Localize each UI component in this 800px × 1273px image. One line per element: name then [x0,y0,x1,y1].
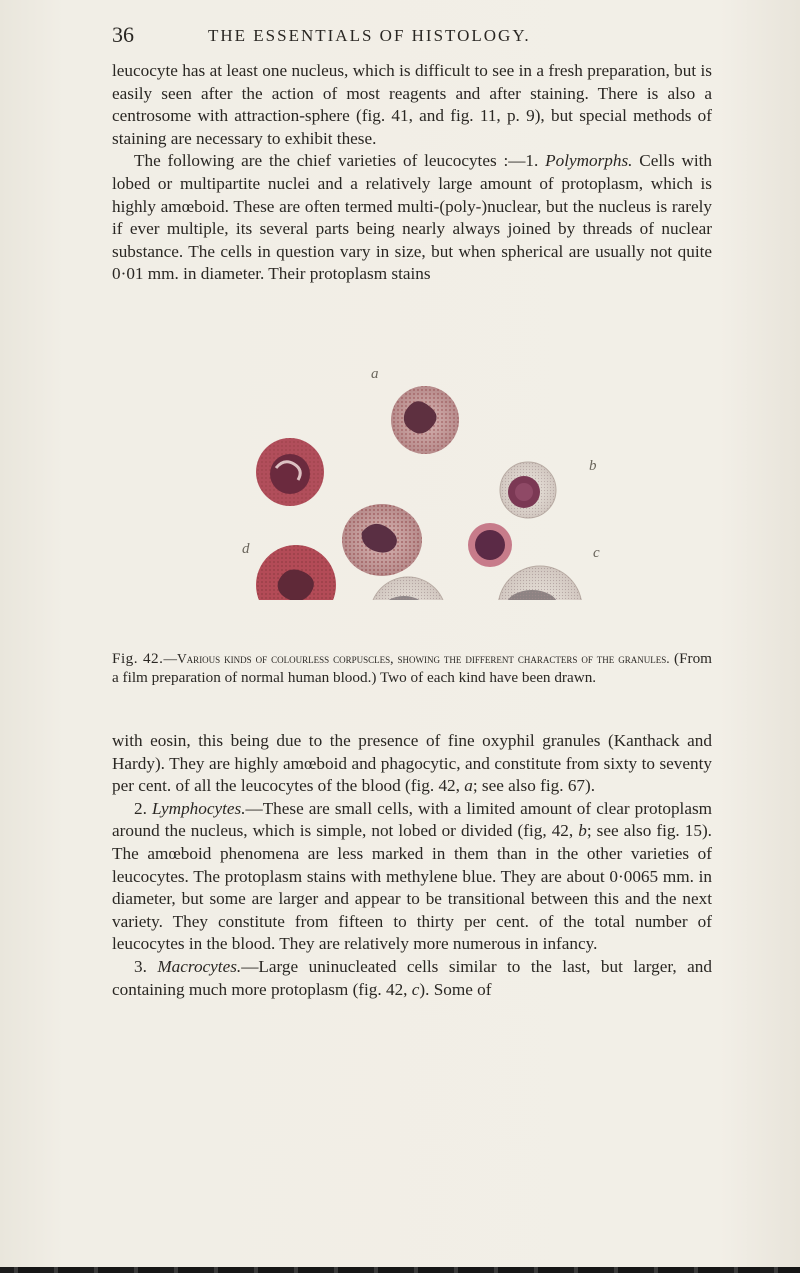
term-polymorphs: Polymorphs. [545,151,633,171]
paragraph-2: The following are the chief varieties of leucocytes :—1. Polymorphs. Cells with lobed or multipartite nuclei and a relatively large amount of protoplasm, which is highly amœboid. These are often termed multi-(poly-)nuclear, but the nucleus is rarely if ever multiple, its several parts being nearly always joined by threads of nuclear substance. The cells in question vary in size, but when spherical are usually not quite 0·01 mm. in diameter. Their protoplasm stains [112,151,712,284]
cell-lymphocyte-left [256,438,324,506]
text-block-bottom [112,730,712,1001]
page-number: 36 [112,22,134,47]
fig-letter-b: b [589,458,597,474]
cell-lymphocyte-right-top [500,462,556,518]
term-macrocytes: Macrocytes. [157,956,242,976]
fig-letter-d: d [242,541,250,557]
paragraph-1: leucocyte has at least one nucleus, which is difficult to see in a fresh preparation, but is easily seen after the action of most reagents and after staining. There is also a centrosome with attraction-sphere (fig. 41, and fig. 11, p. 9), but special methods of staining are necessary to exhibit these. [112,61,712,148]
term-lymphocytes: Lymphocytes. [151,798,246,818]
caption-small-caps: —Various kinds of colourless corpuscles, showing the different characters of the granules. [163,651,670,666]
paragraph-4: 2. Lymphocytes.—These are small cells, with a limited amount of clear protoplasm around the nucleus, which is simple, not lobed or divided (fig, 42, b; see also fig. 15). The amœboid phenomena are less marked in them than in the other varieties of leucocytes. The protoplasm stains with methylene blue. They are about 0·0065 mm. in diameter, but some are larger and appear to be transitional between this and the next variety. They constitute from fifteen to thirty per cent. of the total number of leucocytes in the blood. They are relatively more numerous in infancy. [112,798,713,954]
scan-edge-strip [0,1267,800,1273]
cell-lymphocyte-right-mid [468,523,512,567]
cell-polymorph-middle [342,504,422,576]
cell-polymorph-top-a [391,386,459,454]
figure-caption [112,650,712,687]
fig-letter-c: c [593,545,600,561]
paragraph-5: 3. Macrocytes.—Large uninucleated cells similar to the last, but larger, and containing much more protoplasm (fig. 42, c). Some of [112,956,712,999]
running-head: THE ESSENTIALS OF HISTOLOGY. [208,26,531,45]
figure-label: Fig. 42. [112,650,164,667]
caption-rest: (From a film preparation of normal human blood.) Two of each kind have been drawn. [112,650,712,686]
paragraph-3: with eosin, this being due to the presence of fine oxyphil granules (Kanthack and Hardy). They are highly amœboid and phagocytic, and constitute from sixty to seventy per cent. of all the leucocytes of the blood (fig. 42, a; see also fig. 67). [112,731,712,796]
figure-42-illustration [0,0,800,600]
fig-letter-a: a [371,366,379,382]
cell-eosinophil-d [256,545,336,600]
cell-macrocyte-bottom-center [370,577,446,600]
cell-macrocyte-c [498,566,582,600]
